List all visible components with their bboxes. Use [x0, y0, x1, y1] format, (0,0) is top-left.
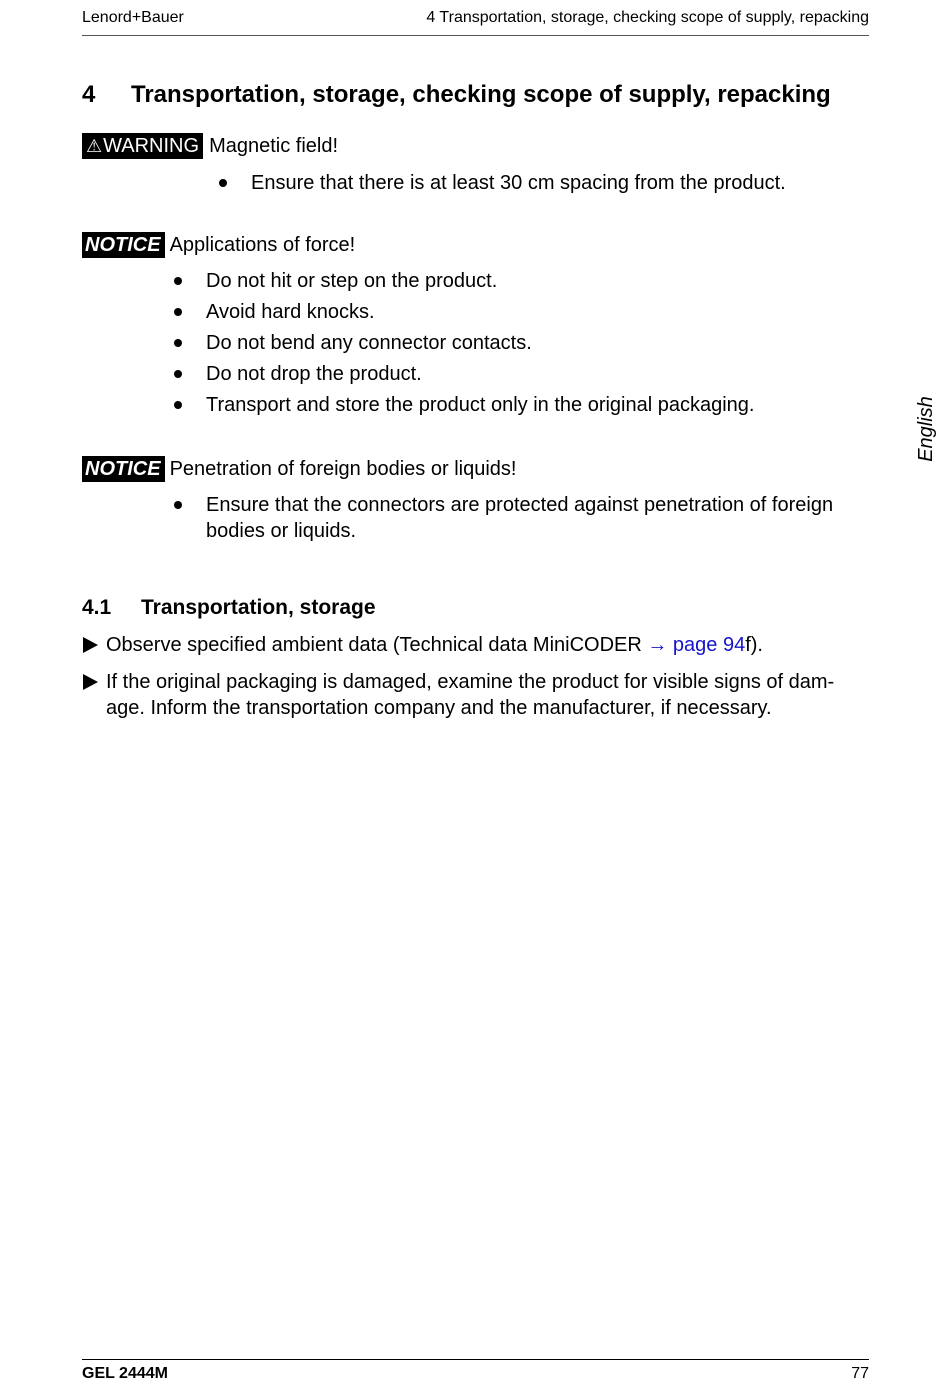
- page-reference-link[interactable]: → page 94: [647, 634, 746, 656]
- notice-badge: NOTICE: [82, 232, 165, 258]
- warning-triangle-icon: ⚠: [86, 136, 103, 156]
- instruction-step: [81, 632, 871, 658]
- chapter-number: 4: [82, 81, 96, 108]
- warning-list: [217, 170, 837, 201]
- footer-divider: [82, 1359, 869, 1360]
- notice-force-list: [172, 268, 862, 423]
- step-text: Observe specified ambient data (Technical data MiniCODER: [106, 634, 648, 656]
- chapter-title: Transportation, storage, checking scope of supply, repacking: [131, 81, 831, 108]
- list-item: Do not drop the product.: [172, 361, 862, 387]
- chapter-heading: [82, 80, 831, 110]
- footer-page-number: 77: [851, 1365, 869, 1382]
- notice-penetration-signal: [82, 456, 516, 482]
- notice-penetration-list: [172, 492, 872, 549]
- footer-document-id: GEL 2444M: [82, 1365, 168, 1382]
- notice-force-title: Applications of force!: [169, 234, 356, 256]
- list-item: Do not hit or step on the product.: [172, 268, 862, 294]
- warning-badge-label: WARNING: [103, 135, 200, 157]
- instruction-steps: [81, 632, 871, 732]
- step-text-suffix: f).: [745, 634, 763, 656]
- step-arrow-icon: [83, 637, 98, 653]
- warning-title: Magnetic field!: [209, 135, 339, 157]
- notice-penetration-title: Penetration of foreign bodies or liquids!: [169, 458, 517, 480]
- notice-force-signal: [82, 232, 355, 258]
- header-right: 4 Transportation, storage, checking scope of supply, repacking: [426, 9, 869, 26]
- list-item: Avoid hard knocks.: [172, 299, 862, 325]
- list-item: Ensure that there is at least 30 cm spacing from the product.: [217, 170, 837, 196]
- section-number: 4.1: [82, 596, 112, 619]
- header-left: Lenord+Bauer: [82, 9, 184, 26]
- instruction-step: [81, 669, 871, 721]
- section-heading: [82, 594, 376, 622]
- section-title: Transportation, storage: [141, 596, 376, 619]
- language-label: English: [915, 396, 937, 462]
- header-divider: [82, 35, 869, 36]
- warning-signal: [82, 133, 338, 159]
- list-item: Ensure that the connectors are protected against penetration of foreign bodies or liquids.: [172, 492, 872, 544]
- notice-badge: NOTICE: [82, 456, 165, 482]
- step-arrow-icon: [83, 674, 98, 690]
- warning-badge: [82, 133, 203, 159]
- list-item: Transport and store the product only in the original packaging.: [172, 392, 862, 418]
- language-side-tab: [913, 394, 939, 464]
- step-text: If the original packaging is damaged, examine the product for visible signs of dam-age. Inform the transportation company and the manufacturer, if necessary.: [106, 671, 835, 719]
- list-item: Do not bend any connector contacts.: [172, 330, 862, 356]
